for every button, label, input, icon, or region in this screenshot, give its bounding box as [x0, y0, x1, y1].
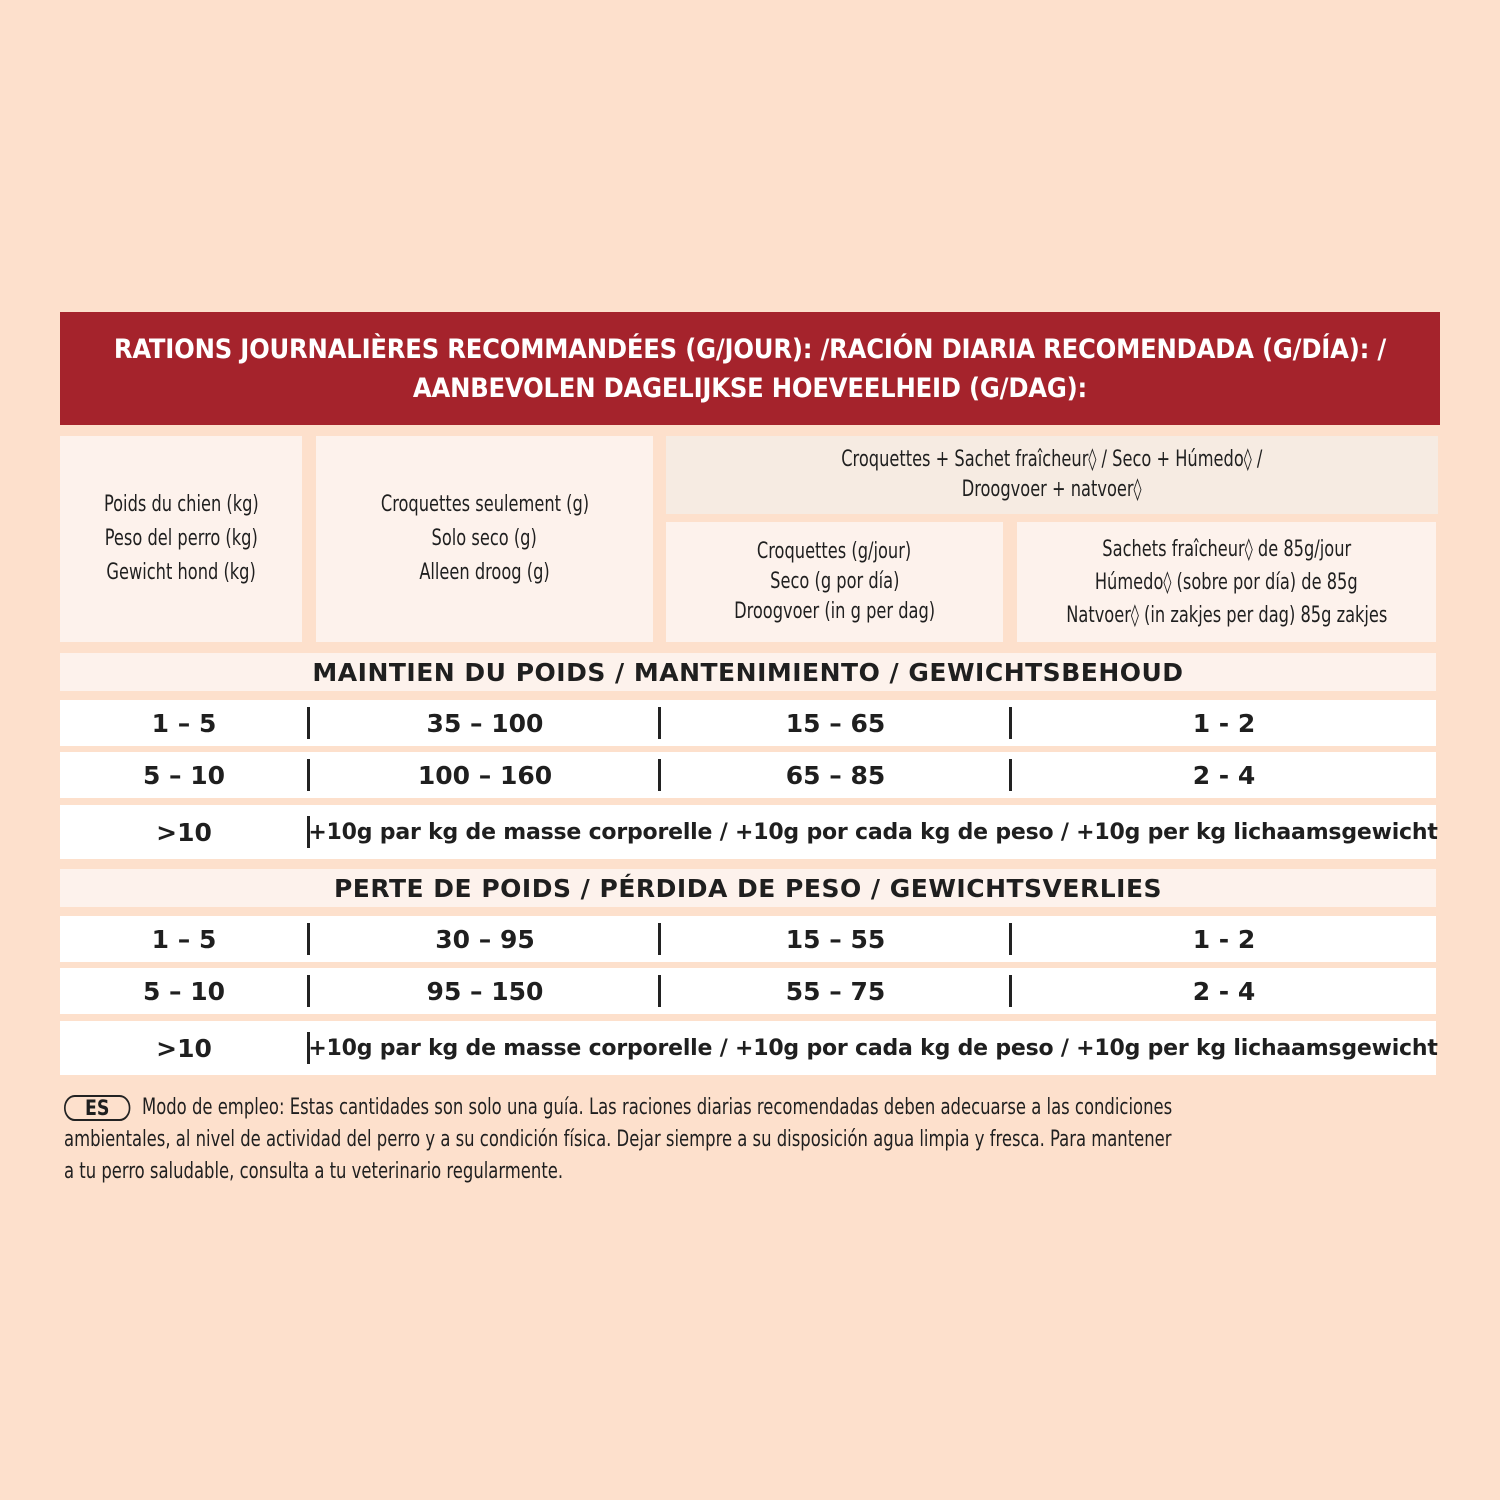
- cell-mixed-wet: 2 - 4: [1192, 976, 1256, 1006]
- cell-extra-rule: +10g par kg de masse corporelle / +10g por cada kg de peso / +10g per kg lichaamsgewicht: [308, 1035, 1438, 1061]
- cell-weight: >10: [156, 1033, 212, 1063]
- cell-mixed-dry: 55 – 75: [785, 976, 886, 1006]
- header-weight-nl: Gewicht hond (kg): [106, 560, 256, 585]
- table-title: [60, 312, 1440, 425]
- header-mixed-wet-es: Húmedo◊ (sobre por día) de 85g: [1095, 569, 1358, 595]
- header-dry-only-nl: Alleen droog (g): [419, 560, 550, 585]
- header-weight-fr: Poids du chien (kg): [103, 492, 259, 517]
- table-title-line-1: RATIONS JOURNALIÈRES RECOMMANDÉES (G/JOUR): /RACIÓN DIARIA RECOMENDADA (G/DÍA): /: [113, 333, 1387, 365]
- table-title-line-2: AANBEVOLEN DAGELIJKSE HOEVEELHEID (G/DAG):: [412, 372, 1088, 404]
- cell-mixed-dry: 15 – 65: [785, 708, 886, 738]
- header-dry-only-fr: Croquettes seulement (g): [380, 492, 589, 517]
- cell-mixed-wet: 1 - 2: [1192, 924, 1256, 954]
- cell-weight: 5 – 10: [142, 976, 226, 1006]
- header-mixed-wet-fr: Sachets fraîcheur◊ de 85g/jour: [1102, 536, 1351, 562]
- cell-weight: 1 – 5: [151, 708, 217, 738]
- cell-dry-only: 35 – 100: [426, 708, 544, 738]
- usage-note: [64, 1092, 1374, 1188]
- header-mixed-dry: [666, 522, 1003, 642]
- cell-mixed-dry: 65 – 85: [785, 760, 886, 790]
- cell-mixed-wet: 1 - 2: [1192, 708, 1256, 738]
- section-maintenance-title: MAINTIEN DU POIDS / MANTENIMIENTO / GEWICHTSBEHOUD: [60, 653, 1436, 691]
- header-mixed: [666, 436, 1438, 514]
- header-mixed-wet-nl: Natvoer◊ (in zakjes per dag) 85g zakjes: [1065, 602, 1388, 628]
- cell-dry-only: 100 – 160: [417, 760, 553, 790]
- header-weight: [60, 436, 302, 642]
- header-dry-only-es: Solo seco (g): [431, 526, 538, 551]
- table-row: [60, 916, 1436, 962]
- language-badge: ES: [64, 1095, 130, 1121]
- header-weight-es: Peso del perro (kg): [104, 526, 258, 551]
- cell-mixed-wet: 2 - 4: [1192, 760, 1256, 790]
- usage-note-line-2: ambientales, al nivel de actividad del perro y a su condición física. Dejar siempre a su disposición agua limpia y fresca. Para mantener: [64, 1127, 1172, 1152]
- table-row: [60, 752, 1436, 798]
- header-mixed-line-1: Croquettes + Sachet fraîcheur◊ / Seco + Húmedo◊ /: [841, 447, 1263, 472]
- header-mixed-wet: [1017, 522, 1436, 642]
- cell-dry-only: 95 – 150: [426, 976, 544, 1006]
- table-row: [60, 700, 1436, 746]
- table-row-extra: [60, 805, 1436, 859]
- cell-weight: 5 – 10: [142, 760, 226, 790]
- cell-weight: >10: [156, 817, 212, 847]
- cell-extra-rule: +10g par kg de masse corporelle / +10g por cada kg de peso / +10g per kg lichaamsgewicht: [308, 819, 1438, 845]
- usage-note-line-3: a tu perro saludable, consulta a tu veterinario regularmente.: [64, 1159, 564, 1184]
- header-mixed-dry-nl: Droogvoer (in g per dag): [733, 599, 936, 624]
- section-weight-loss-title: PERTE DE POIDS / PÉRDIDA DE PESO / GEWICHTSVERLIES: [60, 869, 1436, 907]
- usage-note-line-1: [64, 1092, 1173, 1124]
- header-dry-only: [316, 436, 653, 642]
- cell-mixed-dry: 15 – 55: [785, 924, 886, 954]
- cell-dry-only: 30 – 95: [435, 924, 535, 954]
- usage-note-text-1: Modo de empleo: Estas cantidades son solo una guía. Las raciones diarias recomendadas deben adecuarse a las condiciones: [142, 1095, 1173, 1120]
- table-row: [60, 968, 1436, 1014]
- header-mixed-dry-fr: Croquettes (g/jour): [757, 539, 912, 564]
- header-mixed-line-2: Droogvoer + natvoer◊: [962, 477, 1142, 502]
- header-mixed-dry-es: Seco (g por día): [769, 569, 900, 594]
- cell-weight: 1 – 5: [151, 924, 217, 954]
- table-row-extra: [60, 1021, 1436, 1075]
